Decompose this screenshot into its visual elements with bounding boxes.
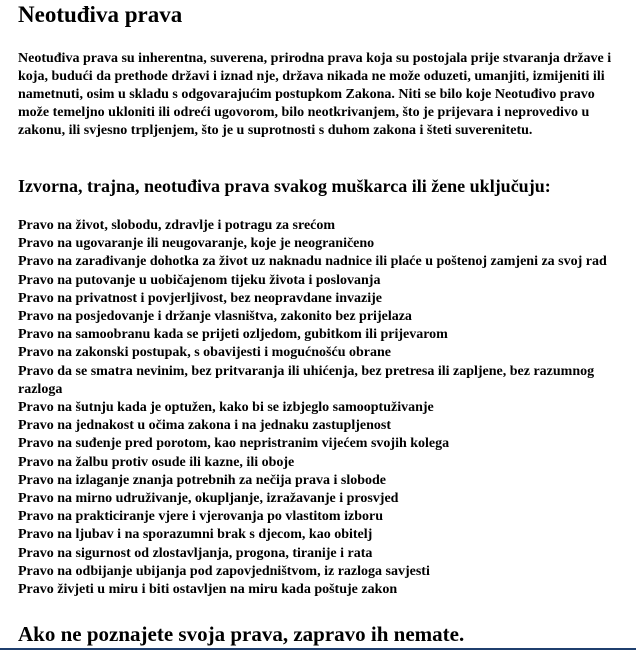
list-item: Pravo na zarađivanje dohotka za život uz naknadu nadnice ili plaće u poštenoj zamjeni za svoj rad [18, 254, 607, 270]
list-item: Pravo na ljubav i na sporazumni brak s djecom, kao obitelj [18, 527, 373, 543]
list-item: Pravo živjeti u miru i biti ostavljen na miru kada poštuje zakon [18, 582, 398, 598]
page-title: Neotuđiva prava [18, 2, 183, 27]
list-item: Pravo na ugovaranje ili neugovaranje, koje je neograničeno [18, 236, 375, 252]
intro-paragraph: Neotuđiva prava su inherentna, suverena, prirodna prava koja su postojala prije stvaranja države i koja, budući da prethode državi i iznad nje, država nikada ne može oduzeti, umanjiti, izmijeniti ili nametnuti, osim u skladu s odgovarajućim postupkom Zakona. Niti se bilo koje Neotuđivo pravo može temeljno ukloniti ili odreći ugovorom, bilo neotkrivanjem, što je prijevara i neprovedivo u zakonu, ili svjesno trpljenjem, što je u suprotnosti s duhom zakona i šteti suverenitetu. [18, 51, 612, 138]
list-item: Pravo na mirno udruživanje, okupljanje, izražavanje i prosvjed [18, 491, 399, 507]
closing-statement: Ako ne poznajete svoja prava, zapravo ih nemate. [18, 622, 465, 646]
list-item: Pravo na izlaganje znanja potrebnih za nečija prava i slobode [18, 472, 387, 488]
list-item: Pravo na posjedovanje i držanje vlasništva, zakonito bez prijelaza [18, 309, 412, 325]
list-item: Pravo na zakonski postupak, s obavijesti i mogućnošću obrane [18, 345, 392, 361]
rights-list [18, 217, 622, 599]
list-item: Pravo na jednakost u očima zakona i na jednaku zastupljenost [18, 418, 391, 434]
list-item: Pravo na putovanje u uobičajenom tijeku života i poslovanja [18, 272, 381, 288]
list-item: Pravo na suđenje pred porotom, kao nepristranim vijećem svojih kolega [18, 436, 450, 452]
list-item: Pravo na privatnost i povjerljivost, bez neopravdane invazije [18, 290, 382, 306]
list-item: Pravo na odbijanje ubijanja pod zapovjedništvom, iz razloga savjesti [18, 563, 430, 579]
list-item: Pravo na samoobranu kada se prijeti ozljedom, gubitkom ili prijevarom [18, 327, 448, 343]
list-item: Pravo na sigurnost od zlostavljanja, progona, tiranije i rata [18, 545, 373, 561]
list-item: Pravo na život, slobodu, zdravlje i potragu za srećom [18, 218, 336, 233]
list-item: Pravo na prakticiranje vjere i vjerovanja po vlastitom izboru [18, 509, 383, 525]
list-item: Pravo na žalbu protiv osude ili kazne, ili oboje [18, 454, 295, 470]
list-item: Pravo na šutnju kada je optužen, kako bi se izbjeglo samooptuživanje [18, 400, 434, 416]
list-item: Pravo da se smatra nevinim, bez pritvaranja ili uhićenja, bez pretresa ili zapljene, bez razumnog razloga [18, 363, 595, 397]
rights-subheading: Izvorna, trajna, neotuđiva prava svakog muškarca ili žene uključuju: [18, 176, 551, 196]
